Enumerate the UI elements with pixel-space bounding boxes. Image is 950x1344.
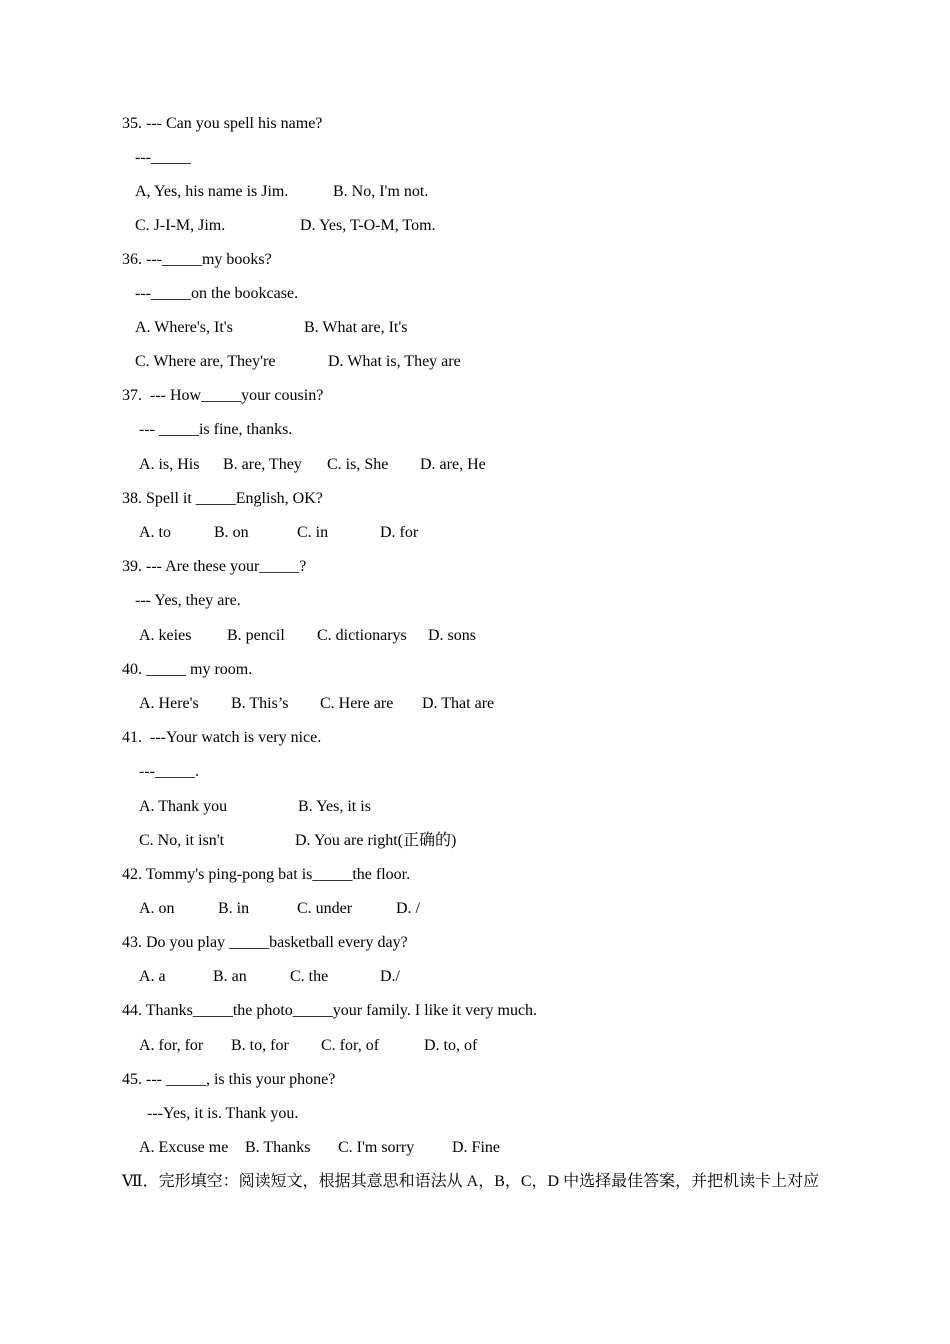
option-41-d: D. You are right(正确的): [295, 832, 457, 849]
answer-line-39: --- Yes, they are.: [135, 592, 241, 609]
option-38-b: B. on: [214, 524, 249, 541]
option-45-b: B. Thanks: [245, 1139, 311, 1156]
option-39-a: A. keies: [139, 627, 192, 644]
option-41-b: B. Yes, it is: [298, 798, 371, 815]
option-37-b: B. are, They: [223, 456, 302, 473]
question-43: 43. Do you play _____basketball every day?: [122, 934, 408, 951]
question-38: 38. Spell it _____English, OK?: [122, 490, 323, 507]
option-36-c: C. Where are, They're: [135, 353, 276, 370]
answer-line-37: --- _____is fine, thanks.: [139, 421, 293, 438]
option-44-a: A. for, for: [139, 1037, 204, 1054]
option-39-b: B. pencil: [227, 627, 285, 644]
question-44: 44. Thanks_____the photo_____your family. I like it very much.: [122, 1002, 538, 1019]
option-42-c: C. under: [297, 900, 353, 917]
option-41-c: C. No, it isn't: [139, 832, 225, 849]
option-37-c: C. is, She: [327, 456, 389, 473]
option-38-a: A. to: [139, 524, 171, 541]
option-45-d: D. Fine: [452, 1139, 500, 1156]
option-43-d: D./: [380, 968, 400, 985]
option-44-c: C. for, of: [321, 1037, 380, 1054]
option-36-b: B. What are, It's: [304, 319, 408, 336]
option-43-a: A. a: [139, 968, 166, 985]
option-36-a: A. Where's, It's: [135, 319, 233, 336]
question-41: 41. ---Your watch is very nice.: [122, 729, 322, 746]
question-36: 36. ---_____my books?: [122, 251, 272, 268]
option-42-b: B. in: [218, 900, 250, 917]
section-heading-cloze: Ⅶ．完形填空：阅读短文，根据其意思和语法从 A，B，C，D 中选择最佳答案，并把机读卡上对应: [122, 1173, 820, 1190]
question-45: 45. --- _____, is this your phone?: [122, 1071, 336, 1088]
option-39-d: D. sons: [428, 627, 477, 644]
option-44-d: D. to, of: [424, 1037, 478, 1054]
option-37-d: D. are, He: [420, 456, 486, 473]
option-44-b: B. to, for: [231, 1037, 289, 1054]
option-35-d: D. Yes, T-O-M, Tom.: [300, 217, 436, 234]
option-38-c: C. in: [297, 524, 329, 541]
question-40: 40. _____ my room.: [122, 661, 253, 678]
answer-line-36: ---_____on the bookcase.: [135, 285, 299, 302]
option-35-b: B. No, I'm not.: [333, 183, 429, 200]
option-36-d: D. What is, They are: [328, 353, 461, 370]
option-41-a: A. Thank you: [139, 798, 228, 815]
option-40-b: B. This’s: [231, 695, 289, 712]
option-35-a: A, Yes, his name is Jim.: [135, 183, 289, 200]
option-35-c: C. J-I-M, Jim.: [135, 217, 226, 234]
option-40-d: D. That are: [422, 695, 495, 712]
option-45-a: A. Excuse me: [139, 1139, 229, 1156]
question-37: 37. --- How_____your cousin?: [122, 387, 324, 404]
option-42-a: A. on: [139, 900, 175, 917]
option-45-c: C. I'm sorry: [338, 1139, 415, 1156]
answer-line-45: ---Yes, it is. Thank you.: [147, 1105, 299, 1122]
option-39-c: C. dictionarys: [317, 627, 407, 644]
option-43-c: C. the: [290, 968, 329, 985]
answer-line-41: ---_____.: [139, 763, 199, 780]
question-42: 42. Tommy's ping-pong bat is_____the floor.: [122, 866, 411, 883]
option-37-a: A. is, His: [139, 456, 200, 473]
option-43-b: B. an: [213, 968, 247, 985]
option-40-c: C. Here are: [320, 695, 394, 712]
question-35: 35. --- Can you spell his name?: [122, 115, 323, 132]
answer-line-35: ---_____: [135, 149, 191, 166]
option-42-d: D. /: [396, 900, 420, 917]
option-38-d: D. for: [380, 524, 419, 541]
question-39: 39. --- Are these your_____?: [122, 558, 307, 575]
option-40-a: A. Here's: [139, 695, 199, 712]
